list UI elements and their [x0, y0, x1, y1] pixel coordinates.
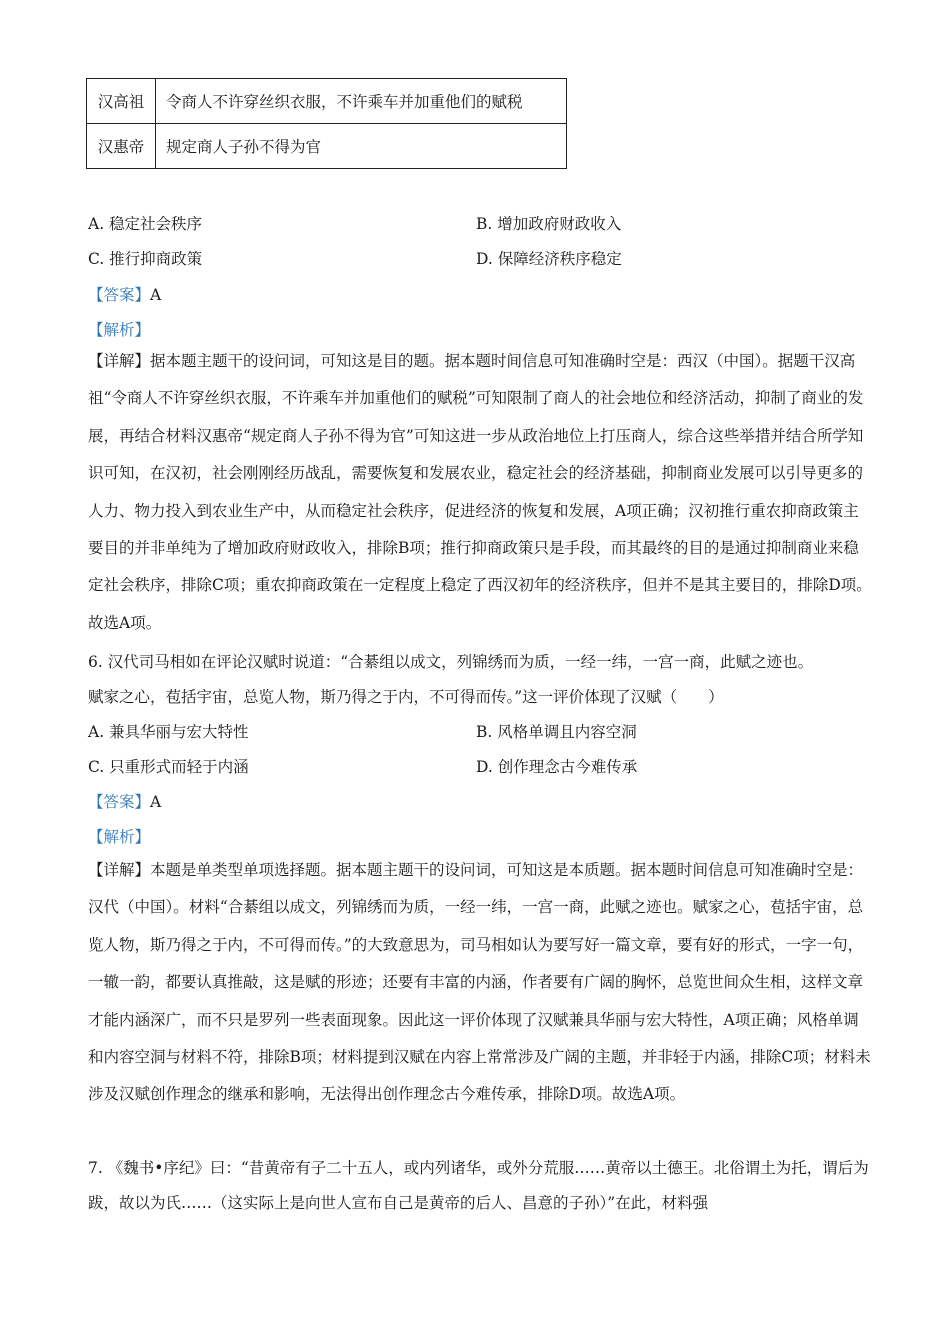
detail-tag: 【详解】: [88, 861, 151, 879]
answer-value: A: [150, 793, 162, 811]
detail-text: 本题是单类型单项选择题。据本题主题干的设问词，可知这是本质题。据本题时间信息可知准确时空是：汉代（中国）。材料“合綦组以成文，列锦绣而为质，一经一纬，一宫一商，此赋之迹也。赋家之心，苞括宇宙，总览人物，斯乃得之于内，不可得而传。”的大致意思为，司马相如认为要写好一篇文章，要有好的形式，一字一句，一辙一韵，都要认真推敲，这是赋的形迹；还要有丰富的内涵，作者要有广阔的胸怀，总览世间众生相，这样文章才能内涵深广，而不只是罗列一些表面现象。因此这一评价体现了汉赋兼具华丽与宏大特性，A项正确；风格单调和内容空洞与材料不符，排除B项；材料提到汉赋在内容上常常涉及广阔的主题，并非轻于内涵，排除C项；材料未涉及汉赋创作理念的继承和影响，无法得出创作理念古今难传承，排除D项。故选A项。: [88, 861, 871, 1104]
q5-option-d: D. 保障经济秩序稳定: [476, 250, 622, 268]
q5-analysis-line: [88, 318, 150, 340]
q6-detail-paragraph: [88, 852, 872, 1114]
q6-stem-line-2: 赋家之心，苞括宇宙，总览人物，斯乃得之于内，不可得而传。”这一评价体现了汉赋（ ）: [88, 688, 724, 706]
table-row: [87, 124, 567, 169]
answer-tag: 【答案】: [88, 286, 151, 304]
analysis-tag: 【解析】: [88, 828, 151, 846]
emperor-cell: 汉惠帝: [87, 124, 156, 169]
detail-text: 据本题主题干的设问词，可知这是目的题。据本题时间信息可知准确时空是：西汉（中国）。据题干汉高祖“令商人不许穿丝织衣服，不许乘车并加重他们的赋税”可知限制了商人的社会地位和经济活动，抑制了商业的发展，再结合材料汉惠帝“规定商人子孙不得为官”可知这进一步从政治地位上打压商人，综合这些举措并结合所学知识可知，在汉初，社会刚刚经历战乱，需要恢复和发展农业，稳定社会的经济基础，抑制商业发展可以引导更多的人力、物力投入到农业生产中，从而稳定社会秩序，促进经济的恢复和发展，A项正确；汉初推行重农抑商政策主要目的并非单纯为了增加政府财政收入，排除B项；推行抑商政策只是手段，而其最终的目的是通过抑制商业来稳定社会秩序，排除C项；重农抑商政策在一定程度上稳定了西汉初年的经济秩序，但并不是其主要目的，排除D项。故选A项。: [88, 352, 872, 632]
detail-tag: 【详解】: [88, 352, 151, 370]
q5-answer-line: [88, 283, 161, 305]
q6-analysis-line: [88, 825, 150, 847]
q6-answer-line: [88, 790, 161, 812]
policy-cell: 令商人不许穿丝织衣服，不许乘车并加重他们的赋税: [156, 79, 567, 124]
q7-stem: 7. 《魏书•序纪》曰：“昔黄帝有子二十五人，或内列诸华，或外分荒服……黄帝以土德王。北俗谓土为托，谓后为跋，故以为氏……（这实际上是向世人宣布自己是黄帝的后人、昌意的子孙）”在此，材料强: [88, 1159, 869, 1212]
answer-tag: 【答案】: [88, 793, 151, 811]
q6-option-c: C. 只重形式而轻于内涵: [88, 758, 249, 776]
q5-detail-paragraph: [88, 343, 872, 642]
q5-option-a: A. 稳定社会秩序: [88, 215, 203, 233]
q6-option-a: A. 兼具华丽与宏大特性: [88, 723, 249, 741]
table-row: [87, 79, 567, 124]
q5-option-c: C. 推行抑商政策: [88, 250, 203, 268]
answer-value: A: [150, 286, 162, 304]
analysis-tag: 【解析】: [88, 321, 151, 339]
q5-option-b: B. 增加政府财政收入: [476, 215, 622, 233]
q6-option-b: B. 风格单调且内容空洞: [476, 723, 637, 741]
q6-stem-line-1: 6. 汉代司马相如在评论汉赋时说道：“合綦组以成文，列锦绣而为质，一经一纬，一宫一商，此赋之迹也。: [88, 653, 814, 671]
q6-option-d: D. 创作理念古今难传承: [476, 758, 638, 776]
emperor-cell: 汉高祖: [87, 79, 156, 124]
policy-cell: 规定商人子孙不得为官: [156, 124, 567, 169]
policy-table: [86, 78, 567, 169]
